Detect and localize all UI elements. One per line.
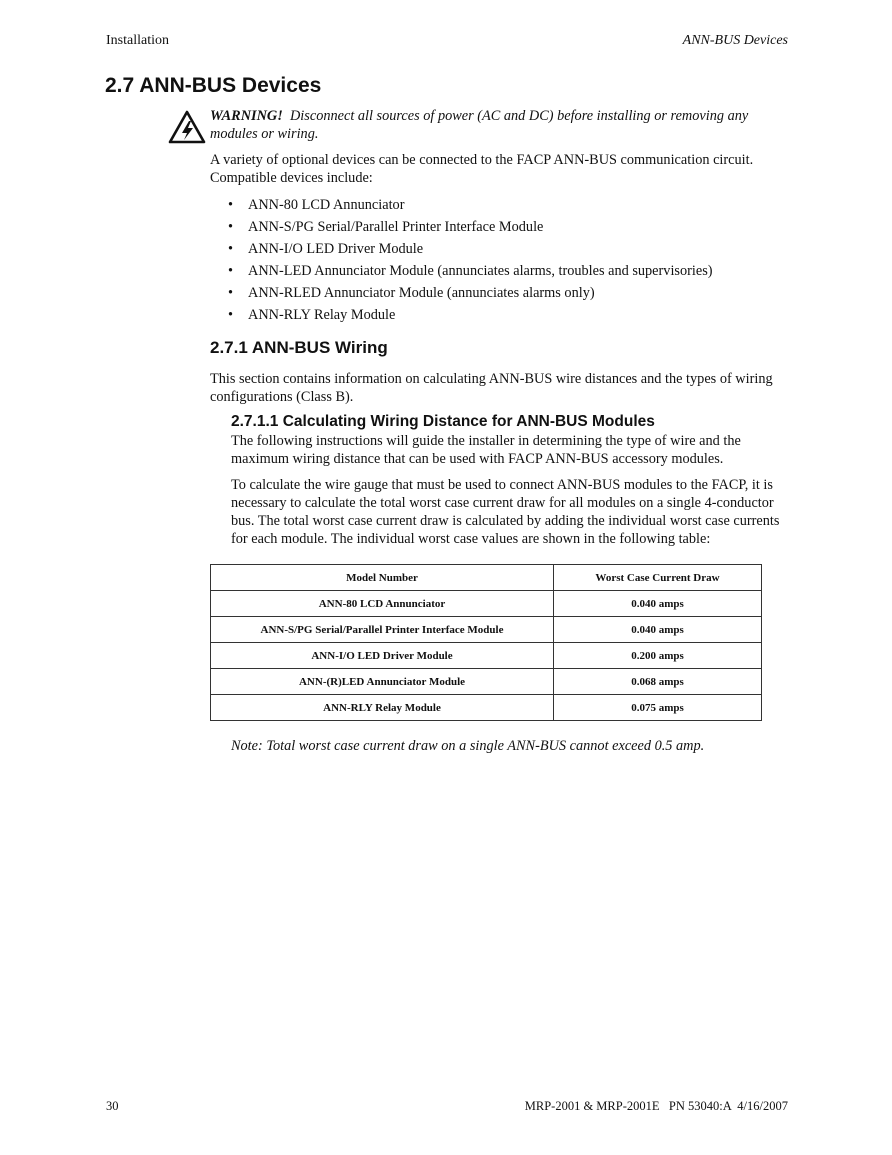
list-item: • ANN-80 LCD Annunciator [228, 197, 405, 213]
subsection-title: 2.7.1 ANN-BUS Wiring [210, 338, 388, 357]
document-id: MRP-2001 & MRP-2001E PN 53040:A 4/16/2007 [524, 1099, 788, 1113]
warning-text [210, 107, 790, 143]
page-number: 30 [106, 1099, 119, 1113]
warning-label: WARNING! [210, 108, 283, 124]
warning-icon [168, 110, 206, 144]
model-cell: ANN-80 LCD Annunciator [211, 591, 554, 617]
table-row [211, 669, 762, 695]
current-cell: 0.200 amps [554, 643, 762, 669]
model-cell: ANN-(R)LED Annunciator Module [211, 669, 554, 695]
table-row [211, 617, 762, 643]
wiring-paragraph: This section contains information on calculating ANN-BUS wire distances and the types of wiring configurations (Class B). [210, 371, 773, 405]
column-header-current: Worst Case Current Draw [554, 565, 762, 591]
instructions-paragraph: The following instructions will guide the installer in determining the type of wire and the maximum wiring distance that can be used with FACP ANN-BUS accessory modules. [231, 433, 741, 467]
table-row [211, 591, 762, 617]
section-title: 2.7 ANN-BUS Devices [105, 74, 322, 97]
subsubsection-title: 2.7.1.1 Calculating Wiring Distance for ANN-BUS Modules [231, 413, 655, 430]
model-cell: ANN-RLY Relay Module [211, 695, 554, 721]
compatible-devices-list [228, 194, 713, 326]
warning-message: Disconnect all sources of power (AC and DC) before installing or removing any modules or wiring. [210, 108, 749, 142]
current-cell: 0.068 amps [554, 669, 762, 695]
model-cell: ANN-I/O LED Driver Module [211, 643, 554, 669]
running-header-right: ANN-BUS Devices [682, 33, 788, 48]
list-item: • ANN-RLED Annunciator Module (annunciates alarms only) [228, 285, 595, 301]
current-cell: 0.040 amps [554, 591, 762, 617]
current-cell: 0.075 amps [554, 695, 762, 721]
list-item: • ANN-RLY Relay Module [228, 307, 396, 323]
note-text: Note: Total worst case current draw on a single ANN-BUS cannot exceed 0.5 amp. [231, 738, 705, 754]
list-item: • ANN-S/PG Serial/Parallel Printer Interface Module [228, 219, 544, 235]
list-item: • ANN-LED Annunciator Module (annunciates alarms, troubles and supervisories) [228, 263, 713, 279]
column-header-model: Model Number [211, 565, 554, 591]
list-item: • ANN-I/O LED Driver Module [228, 241, 424, 257]
table-row [211, 643, 762, 669]
current-cell: 0.040 amps [554, 617, 762, 643]
running-header-left: Installation [106, 33, 169, 48]
current-draw-table [210, 564, 762, 721]
calculation-paragraph: To calculate the wire gauge that must be used to connect ANN-BUS modules to the FACP, it is necessary to calculate the total worst case current draw for all modules on a single 4-conductor bus. The total worst case current draw is calculated by adding the individual worst case currents for each module. The individual worst case values are shown in the following table: [231, 477, 780, 547]
intro-paragraph: A variety of optional devices can be connected to the FACP ANN-BUS communication circuit. Compatible devices include: [210, 152, 754, 186]
table-header-row [211, 565, 762, 591]
model-cell: ANN-S/PG Serial/Parallel Printer Interface Module [211, 617, 554, 643]
table-row [211, 695, 762, 721]
